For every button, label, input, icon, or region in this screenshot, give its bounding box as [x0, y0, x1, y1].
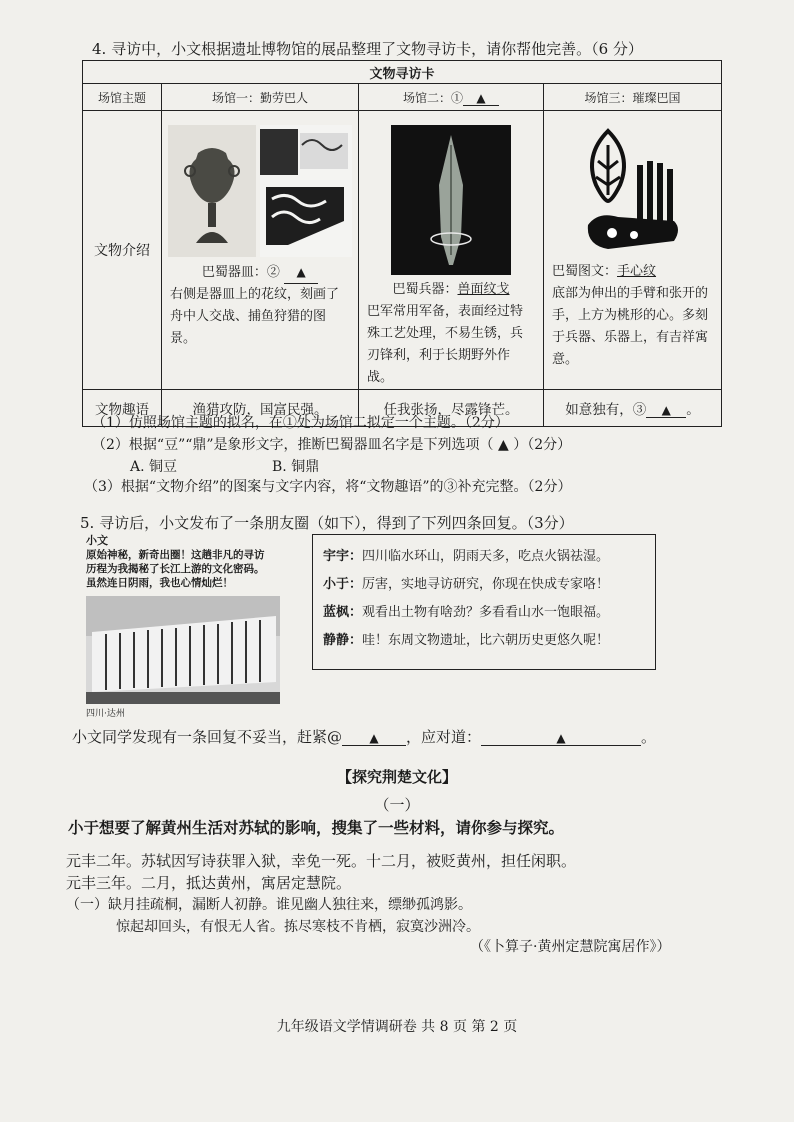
paragraph-2: 元丰三年。二月，抵达黄州，寓居定慧院。 — [66, 874, 352, 892]
museum-image — [86, 596, 280, 704]
heart-hand-image — [578, 125, 688, 257]
reply-4 — [323, 627, 645, 655]
fun-3-suffix: 。 — [686, 402, 700, 418]
caption-2-name: 兽面纹戈 — [457, 282, 510, 297]
reply-2-text: 厉害，实地寻访研究，你现在快成专家咯！ — [362, 577, 610, 592]
answer-prefix: 小文同学发现有一条回复不妥当，赶紧@ — [72, 728, 343, 746]
intro-1-body: 右侧是器皿上的花纹，刻画了舟中人交战、捕鱼狩猎的图景。 — [170, 287, 340, 346]
reply-1 — [323, 543, 645, 571]
q4-sub1: （1）仿照场馆主题的拟名，在①处为场馆二拟定一个主题。（2分） — [92, 415, 509, 431]
intro-text-2 — [359, 275, 543, 389]
reply-3-name: 蓝枫： — [323, 605, 363, 620]
intro-cell-3 — [544, 111, 722, 390]
page-footer: 九年级语文学情调研卷 共 8 页 第 2 页 — [276, 1019, 518, 1035]
section-subtitle: （一） — [374, 796, 420, 814]
moments-post — [86, 532, 282, 719]
caption-1-blank[interactable]: ▲ — [284, 261, 318, 284]
row-label-fun: 文物趣语 — [83, 390, 162, 427]
intro-2-body: 巴军常用军备，表面经过特殊工艺处理，不易生锈，兵刃锋利，利于长期野外作战。 — [367, 304, 524, 385]
q4-option-a: A. 铜豆 — [130, 459, 178, 475]
caption-2 — [367, 279, 535, 301]
card-title: 文物寻访卡 — [83, 61, 722, 84]
hall-2-header-cell — [359, 84, 544, 111]
row-label-intro: 文物介绍 — [83, 111, 162, 390]
reply-3 — [323, 599, 645, 627]
post-author: 小文 — [86, 534, 108, 547]
fun-3-prefix: 如意独有，③ — [565, 402, 647, 418]
question-5-title: 5. 寻访后，小文发布了一条朋友圈（如下），得到了下列四条回复。（3分） — [80, 514, 574, 532]
vessel-photo — [168, 125, 352, 257]
reply-4-name: 静静： — [323, 633, 363, 648]
hall-3-header: 场馆三：璀璨巴国 — [544, 84, 722, 111]
post-line-3: 虽然连日阴雨，我也心情灿烂！ — [86, 577, 233, 589]
q5-answer-line — [72, 726, 656, 747]
photo-caption: 四川·达州 — [86, 709, 125, 719]
caption-2-prefix: 巴蜀兵器： — [392, 282, 458, 297]
museum-photo — [86, 596, 280, 704]
intro-3-body: 底部为伸出的手臂和张开的手，上方为桃形的心。多刻于兵器、乐器上，有吉祥寓意。 — [552, 286, 709, 367]
caption-3 — [552, 261, 713, 283]
reply-1-text: 四川临水环山，阴雨天多，吃点火锅祛湿。 — [362, 549, 610, 564]
caption-1-prefix: 巴蜀器皿：② — [201, 265, 280, 280]
poem-line-1: （一）缺月挂疏桐，漏断人初静。谁见幽人独往来，缥缈孤鸿影。 — [66, 897, 472, 913]
weapon-image — [391, 125, 511, 275]
hall-1-header: 场馆一：勤劳巴人 — [162, 84, 359, 111]
reply-4-text: 哇！东周文物遗址，比六朝历史更悠久呢！ — [362, 633, 610, 648]
answer-blank-reply[interactable]: ▲ — [481, 731, 641, 746]
intro-cell-1 — [162, 111, 359, 390]
hall-2-blank[interactable]: ▲ — [463, 91, 499, 106]
section-intro: 小于想要了解黄州生活对苏轼的影响，搜集了一些材料，请你参与探究。 — [68, 818, 565, 837]
fun-cell-2: 任我张扬，尽露锋芒。 — [359, 390, 544, 427]
row-label-theme: 场馆主题 — [83, 84, 162, 111]
answer-blank-name[interactable]: ▲ — [342, 731, 406, 746]
reply-3-text: 观看出土物有啥劲？多看看山水一饱眼福。 — [362, 605, 610, 620]
hall-2-header: 场馆二：① — [402, 90, 463, 105]
intro-text-1 — [162, 257, 358, 350]
reply-2-name: 小于： — [323, 577, 363, 592]
heart-hand-pattern — [578, 125, 688, 257]
q4-sub3: （3）根据“文物介绍”的图案与文字内容，将“文物趣语”的③补充完整。（2分） — [84, 479, 572, 495]
fun-cell-3 — [544, 390, 722, 427]
fun-cell-1: 渔猎攻防，国富民强。 — [162, 390, 359, 427]
post-line-1: 原始神秘，新奇出圈！这趟非凡的寻访 — [86, 549, 265, 561]
intro-cell-2 — [359, 111, 544, 390]
replies-box — [312, 534, 656, 670]
q4-sub2: （2）根据“豆”“鼎”是象形文字，推断巴蜀器皿名字是下列选项（ ▲ ）（2分） — [92, 437, 572, 453]
weapon-photo — [391, 125, 511, 275]
caption-1 — [170, 261, 350, 284]
poem-line-2: 惊起却回头，有恨无人省。拣尽寒枝不肯栖，寂寞沙洲冷。 — [116, 919, 480, 935]
answer-suffix: 。 — [641, 728, 657, 746]
caption-3-name: 手心纹 — [617, 264, 657, 279]
paragraph-1: 元丰二年。苏轼因写诗获罪入狱，幸免一死。十二月，被贬黄州，担任闲职。 — [66, 852, 577, 870]
vessel-image — [168, 125, 352, 257]
fun-3-blank[interactable]: ▲ — [646, 403, 686, 418]
reply-2 — [323, 571, 645, 599]
caption-3-prefix: 巴蜀图文： — [552, 264, 618, 279]
answer-mid: ，应对道： — [406, 728, 482, 746]
post-line-2: 历程为我揭秘了长江上游的文化密码。 — [86, 563, 265, 575]
section-title: 【探究荆楚文化】 — [336, 768, 457, 786]
intro-text-3 — [544, 257, 721, 371]
q4-option-b: B. 铜鼎 — [272, 459, 320, 475]
question-4-title: 4. 寻访中，小文根据遗址博物馆的展品整理了文物寻访卡，请你帮他完善。（6 分） — [92, 40, 643, 58]
reply-1-name: 宇宇： — [323, 549, 363, 564]
poem-source: （《卜算子·黄州定慧院寓居作》） — [470, 939, 671, 955]
artifact-card-table — [82, 60, 722, 427]
